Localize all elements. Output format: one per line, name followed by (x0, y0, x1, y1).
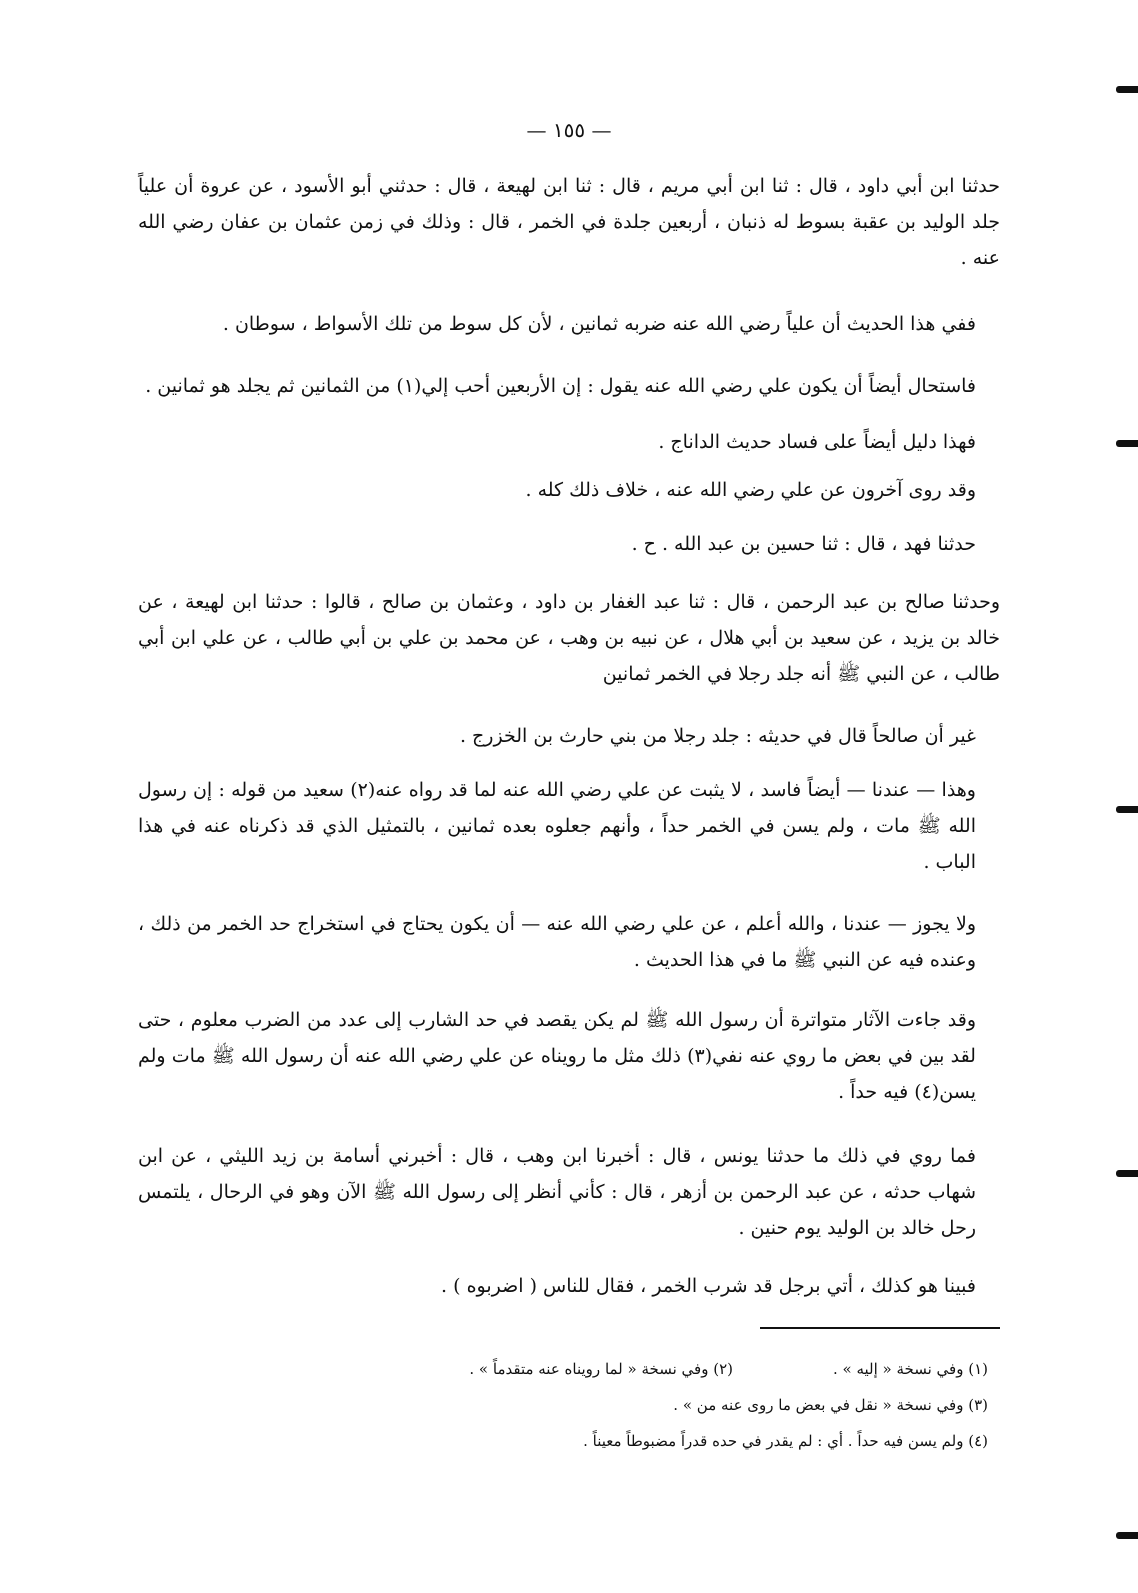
page-number: — ١٥٥ — (526, 118, 612, 142)
footnote-1: (١) وفي نسخة « إليه » . (832, 1360, 988, 1378)
paragraph: ولا يجوز — عندنا ، والله أعلم ، عن علي رضي الله عنه — أن يكون يحتاج في استخراج حد الخمر من ذلك ، وعنده فيه عن النبي ﷺ ما في هذا الحديث . (138, 913, 976, 971)
paragraph: وقد جاءت الآثار متواترة أن رسول الله ﷺ لم يكن يقصد في حد الشارب إلى عدد من الضرب معلوم ، حتى لقد بين في بعض ما روي عنه نفي(٣) ذلك مثل ما رويناه عن علي رضي الله عنه أن رسول الله ﷺ مات ولم يسن(٤) فيه حداً . (138, 1009, 976, 1103)
footnote-3: (٣) وفي نسخة « نقل في بعض ما روى عنه من » . (673, 1396, 988, 1414)
paragraph: ففي هذا الحديث أن علياً رضي الله عنه ضربه ثمانين ، لأن كل سوط من تلك الأسواط ، سوطان . (222, 313, 976, 335)
paragraph: وحدثنا صالح بن عبد الرحمن ، قال : ثنا عبد الغفار بن داود ، وعثمان بن صالح ، قالوا : حدثنا ابن لهيعة ، عن خالد بن يزيد ، عن سعيد بن أبي هلال ، عن نبيه بن وهب ، عن محمد بن علي بن أبي طالب ، عن علي ابن أبي طالب ، عن النبي ﷺ أنه جلد رجلا في الخمر ثمانين (138, 591, 1000, 685)
paragraph: فهذا دليل أيضاً على فساد حديث الداناج . (658, 431, 976, 453)
paragraph: فبينا هو كذلك ، أتي برجل قد شرب الخمر ، فقال للناس ( اضربوه ) . (441, 1275, 976, 1297)
page-edge-mark (1116, 1170, 1138, 1177)
paragraph: وهذا — عندنا — أيضاً فاسد ، لا يثبت عن علي رضي الله عنه لما قد رواه عنه(٢) سعيد من قوله : إن رسول الله ﷺ مات ، ولم يسن في الخمر حداً ، وأنهم جعلوه بعده ثمانين ، بالتمثيل الذي قد ذكرناه عنه في هذا الباب . (138, 779, 976, 873)
paragraph: فاستحال أيضاً أن يكون علي رضي الله عنه يقول : إن الأربعين أحب إلي(١) من الثمانين ثم يجلد هو ثمانين . (145, 375, 976, 397)
page-edge-mark (1116, 806, 1138, 813)
page-edge-mark (1116, 440, 1138, 447)
paragraph: وقد روى آخرون عن علي رضي الله عنه ، خلاف ذلك كله . (525, 479, 976, 501)
paragraph: حدثنا فهد ، قال : ثنا حسين بن عبد الله . ح . (631, 533, 976, 555)
footnote-row (148, 1358, 988, 1380)
page-edge-mark (1116, 86, 1138, 93)
page-edge-mark (1116, 1532, 1138, 1539)
paragraph: حدثنا ابن أبي داود ، قال : ثنا ابن أبي مريم ، قال : ثنا ابن لهيعة ، قال : حدثني أبو الأسود ، عن عروة أن علياً جلد الوليد بن عقبة بسوط له ذنبان ، أربعين جلدة في الخمر ، قال : وذلك في زمن عثمان بن عفان رضي الله عنه . (138, 175, 1000, 269)
footnote-2: (٢) وفي نسخة « لما رويناه عنه متقدماً » . (469, 1360, 733, 1378)
footnote-4: (٤) ولم يسن فيه حداً . أي : لم يقدر في حده قدراً مضبوطاً معيناً . (583, 1432, 988, 1450)
footnote-divider (760, 1327, 1000, 1329)
paragraph: غير أن صالحاً قال في حديثه : جلد رجلا من بني حارث بن الخزرج . (459, 725, 976, 747)
paragraph: فما روي في ذلك ما حدثنا يونس ، قال : أخبرنا ابن وهب ، قال : أخبرني أسامة بن زيد الليثي ، عن ابن شهاب حدثه ، عن عبد الرحمن بن أزهر ، قال : كأني أنظر إلى رسول الله ﷺ الآن وهو في الرحال ، يلتمس رحل خالد بن الوليد يوم حنين . (138, 1145, 976, 1239)
